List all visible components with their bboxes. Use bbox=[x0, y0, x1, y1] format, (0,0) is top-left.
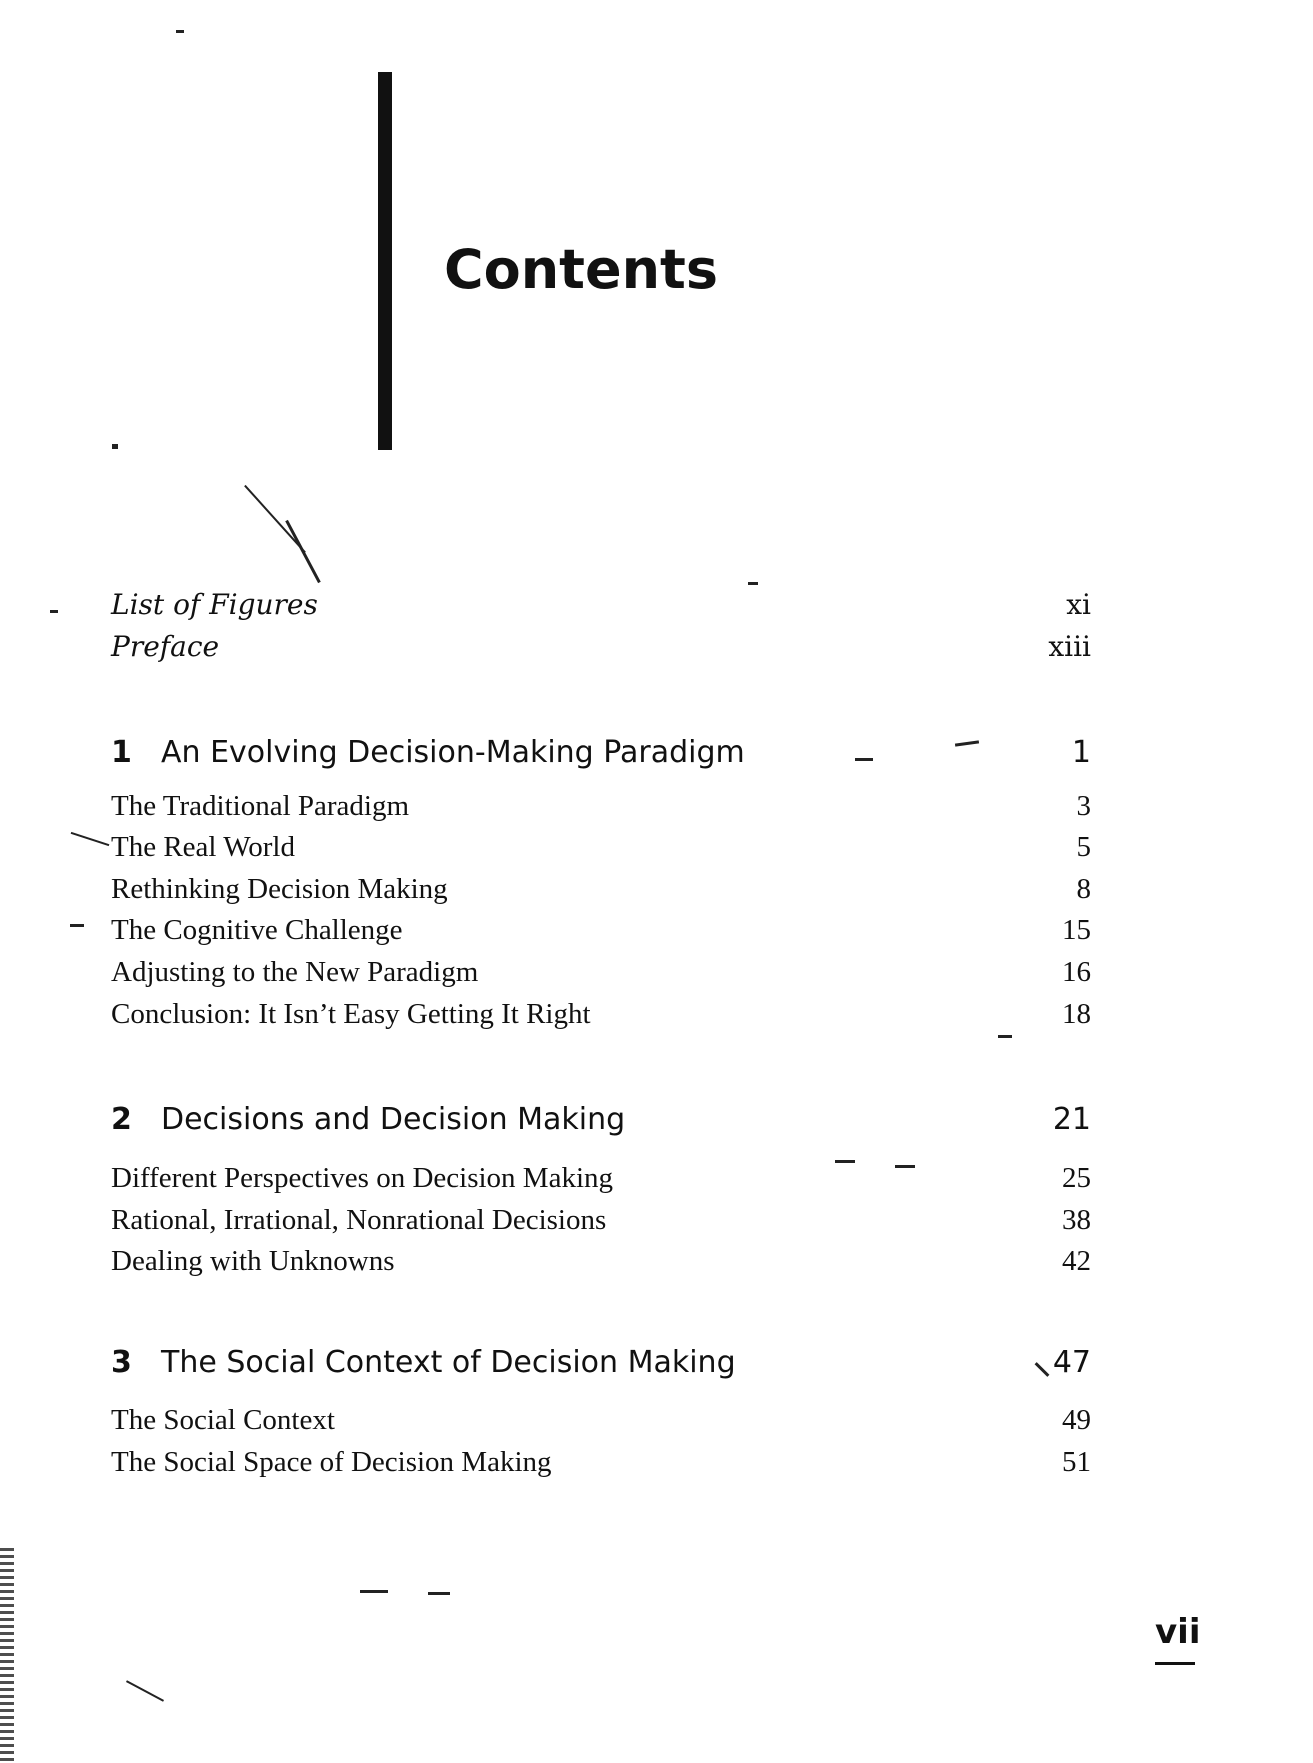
scan-speck bbox=[748, 582, 758, 585]
page-title: Contents bbox=[444, 238, 719, 301]
toc-section-page: 49 bbox=[1062, 1404, 1091, 1436]
toc-entry-page: xi bbox=[1066, 588, 1091, 621]
chapter-title: An Evolving Decision-Making Paradigm bbox=[161, 735, 745, 770]
chapter-number: 2 bbox=[111, 1102, 132, 1137]
toc-section bbox=[111, 1446, 1091, 1486]
chapter-heading bbox=[111, 735, 745, 770]
toc-section-page: 38 bbox=[1062, 1204, 1091, 1236]
toc-section-page: 42 bbox=[1062, 1245, 1091, 1277]
toc-section-label: Different Perspectives on Decision Making bbox=[111, 1162, 614, 1194]
toc-section-page: 8 bbox=[1076, 873, 1091, 905]
toc-entry-list-of-figures bbox=[111, 588, 1091, 628]
toc-chapter-2 bbox=[111, 1102, 1091, 1142]
toc-section bbox=[111, 1404, 1091, 1444]
chapter-number: 3 bbox=[111, 1345, 132, 1380]
chapter-title: The Social Context of Decision Making bbox=[161, 1345, 736, 1380]
toc-section-label: Dealing with Unknowns bbox=[111, 1245, 395, 1277]
chapter-heading bbox=[111, 1102, 625, 1137]
scan-speck bbox=[176, 30, 184, 33]
toc-section-page: 51 bbox=[1062, 1446, 1091, 1478]
toc-section-label: The Cognitive Challenge bbox=[111, 914, 403, 946]
scan-speck bbox=[70, 924, 84, 927]
toc-entry-label: Preface bbox=[111, 630, 220, 663]
scan-speck bbox=[360, 1590, 388, 1593]
toc-section bbox=[111, 790, 1091, 830]
toc-section-label: The Social Context bbox=[111, 1404, 335, 1436]
scan-speck bbox=[285, 520, 321, 583]
toc-entry-label: List of Figures bbox=[111, 588, 318, 621]
toc-section bbox=[111, 1245, 1091, 1285]
scan-speck bbox=[895, 1165, 915, 1168]
scan-speck bbox=[50, 610, 58, 613]
toc-section-label: The Real World bbox=[111, 831, 295, 863]
page-folio: vii bbox=[1155, 1612, 1201, 1652]
toc-section-label: The Social Space of Decision Making bbox=[111, 1446, 552, 1478]
toc-section-label: Conclusion: It Isn’t Easy Getting It Right bbox=[111, 998, 591, 1030]
toc-section-page: 5 bbox=[1076, 831, 1091, 863]
toc-section-page: 15 bbox=[1062, 914, 1091, 946]
chapter-page: 47 bbox=[1052, 1345, 1091, 1380]
toc-section-page: 18 bbox=[1062, 998, 1091, 1030]
chapter-number: 1 bbox=[111, 735, 132, 770]
toc-section bbox=[111, 956, 1091, 996]
toc-section bbox=[111, 914, 1091, 954]
folio-underline bbox=[1155, 1662, 1195, 1665]
toc-chapter-3 bbox=[111, 1345, 1091, 1385]
scan-speck bbox=[112, 444, 118, 449]
toc-section bbox=[111, 1204, 1091, 1244]
scan-speck bbox=[71, 832, 110, 846]
toc-section-page: 25 bbox=[1062, 1162, 1091, 1194]
chapter-title: Decisions and Decision Making bbox=[161, 1102, 626, 1137]
toc-section-label: The Traditional Paradigm bbox=[111, 790, 410, 822]
toc-entry-preface bbox=[111, 630, 1091, 670]
toc-section-label: Rational, Irrational, Nonrational Decisions bbox=[111, 1204, 607, 1236]
toc-section-label: Adjusting to the New Paradigm bbox=[111, 956, 479, 988]
scan-speck bbox=[998, 1035, 1012, 1038]
toc-chapter-1 bbox=[111, 735, 1091, 775]
chapter-page: 21 bbox=[1052, 1102, 1091, 1137]
scan-speck bbox=[126, 1680, 164, 1701]
toc-entry-page: xiii bbox=[1048, 630, 1091, 663]
toc-section-page: 16 bbox=[1062, 956, 1091, 988]
toc-section-page: 3 bbox=[1076, 790, 1091, 822]
toc-section bbox=[111, 998, 1091, 1038]
chapter-page: 1 bbox=[1071, 735, 1091, 770]
toc-section-label: Rethinking Decision Making bbox=[111, 873, 448, 905]
toc-section bbox=[111, 831, 1091, 871]
scan-edge-artifact bbox=[0, 1548, 14, 1763]
scan-speck bbox=[428, 1592, 450, 1595]
decorative-vertical-rule bbox=[378, 72, 392, 450]
chapter-heading bbox=[111, 1345, 736, 1380]
scan-speck bbox=[855, 758, 873, 761]
toc-section bbox=[111, 1162, 1091, 1202]
scan-speck bbox=[835, 1160, 855, 1163]
toc-section bbox=[111, 873, 1091, 913]
